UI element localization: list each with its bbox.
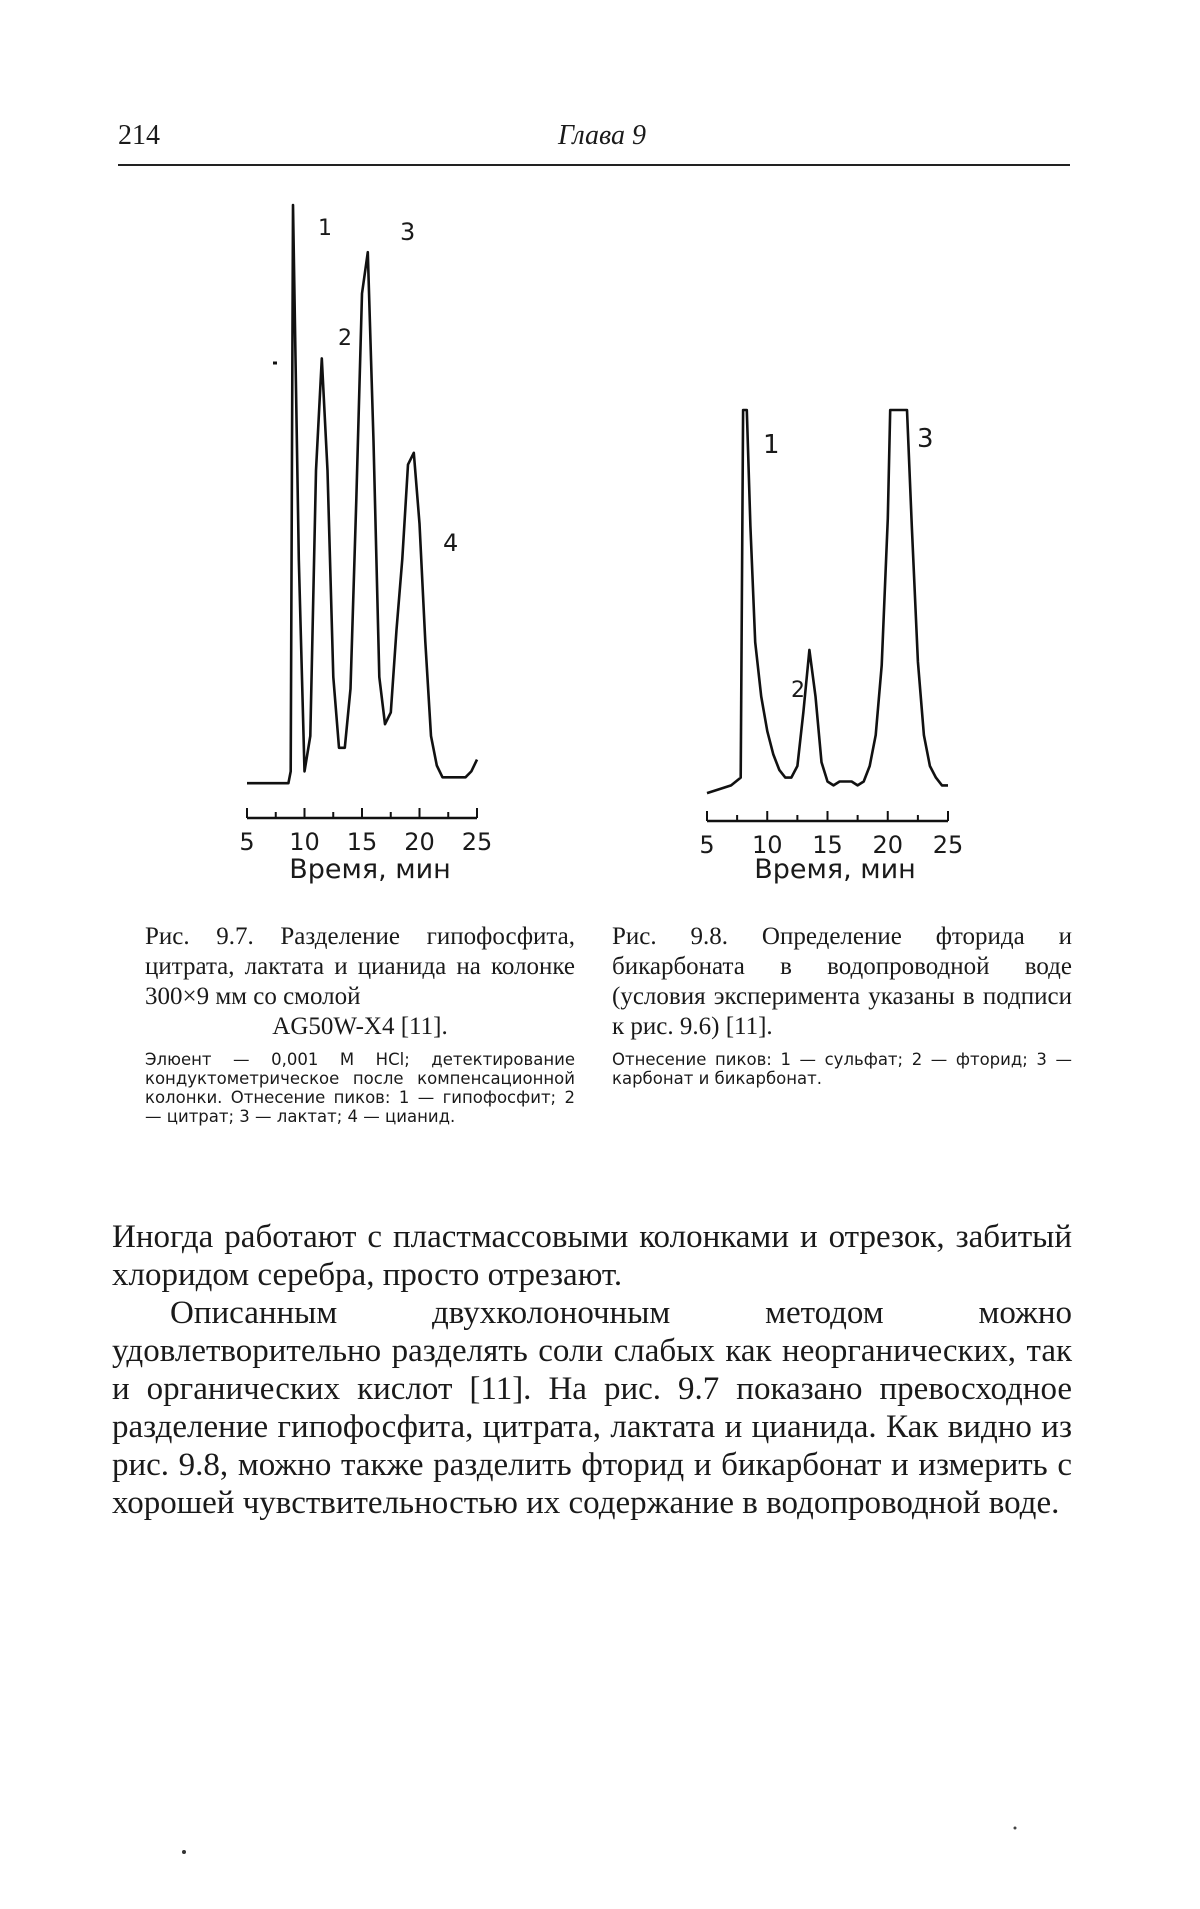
x-tick-label: 25	[461, 828, 493, 856]
caption-title: Рис. 9.8. Определение фторида и бикарбоната в водопроводной воде (условия эксперимента указаны в подписи к рис. 9.6) [11].	[612, 923, 1072, 1040]
peak-label-4: 4	[443, 529, 459, 557]
series-line	[247, 205, 477, 783]
caption-title	[145, 922, 575, 1042]
scan-specks	[0, 1820, 1200, 1880]
chromatogram-fig-9-7	[225, 195, 525, 895]
peak-label-1: 1	[318, 216, 332, 241]
running-title: Глава 9	[558, 120, 646, 151]
caption-note: Элюент — 0,001 М HCl; детектирование кондуктометрическое после компенсационной колонки. Отнесение пиков: 1 — гипофосфит; 2 — цитрат; 3 — лактат; 4 — цианид.	[145, 1050, 575, 1126]
page-header	[118, 120, 1068, 160]
figure-caption-9-8	[612, 922, 1072, 1088]
paragraph-2: Описанным двухколоночным методом можно удовлетворительно разделять соли слабых как неорганических, так и органических кислот [11]. На рис. 9.7 показано превосходное разделение гипофосфита, цитрата, лактата и цианида. Как видно из рис. 9.8, можно также разделить фторид и бикарбонат и измерить с хорошей чувствительностью их содержание в водопроводной воде.	[112, 1295, 1072, 1521]
body-text	[112, 1218, 1072, 1522]
x-tick-label: 15	[346, 828, 378, 856]
peak-label-2: 2	[338, 326, 352, 351]
figure-caption-9-7	[145, 922, 575, 1126]
series-line	[707, 410, 948, 793]
x-axis-label: Время, мин	[754, 854, 916, 885]
paragraph-1: Иногда работают с пластмассовыми колонками и отрезок, забитый хлоридом серебра, просто отрезают.	[112, 1219, 1072, 1293]
caption-title-line2: AG50W-X4 [11].	[272, 1013, 448, 1040]
x-tick-label: 5	[699, 831, 715, 859]
x-tick-label: 15	[812, 831, 843, 859]
x-tick-label: 20	[404, 828, 435, 856]
x-tick-label: 25	[932, 831, 964, 859]
x-axis-label: Время, мин	[289, 854, 451, 885]
chromatogram-fig-9-8	[695, 395, 985, 895]
peak-label-2: 2	[791, 678, 805, 703]
peak-label-1: 1	[763, 430, 780, 460]
x-tick-label: 10	[289, 828, 320, 856]
page-number: 214	[118, 120, 160, 151]
x-tick-label: 20	[872, 831, 904, 859]
peak-label-3: 3	[917, 424, 934, 454]
peak-label-3: 3	[400, 218, 416, 246]
caption-note: Отнесение пиков: 1 — сульфат; 2 — фторид; 3 — карбонат и бикарбонат.	[612, 1050, 1072, 1088]
header-rule	[118, 164, 1070, 166]
caption-title-text: Рис. 9.7. Разделение гипофосфита, цитрата, лактата и цианида на колонке 300×9 мм со смолой	[145, 923, 575, 1010]
x-tick-label: 5	[239, 828, 255, 856]
x-tick-label: 10	[751, 831, 783, 859]
